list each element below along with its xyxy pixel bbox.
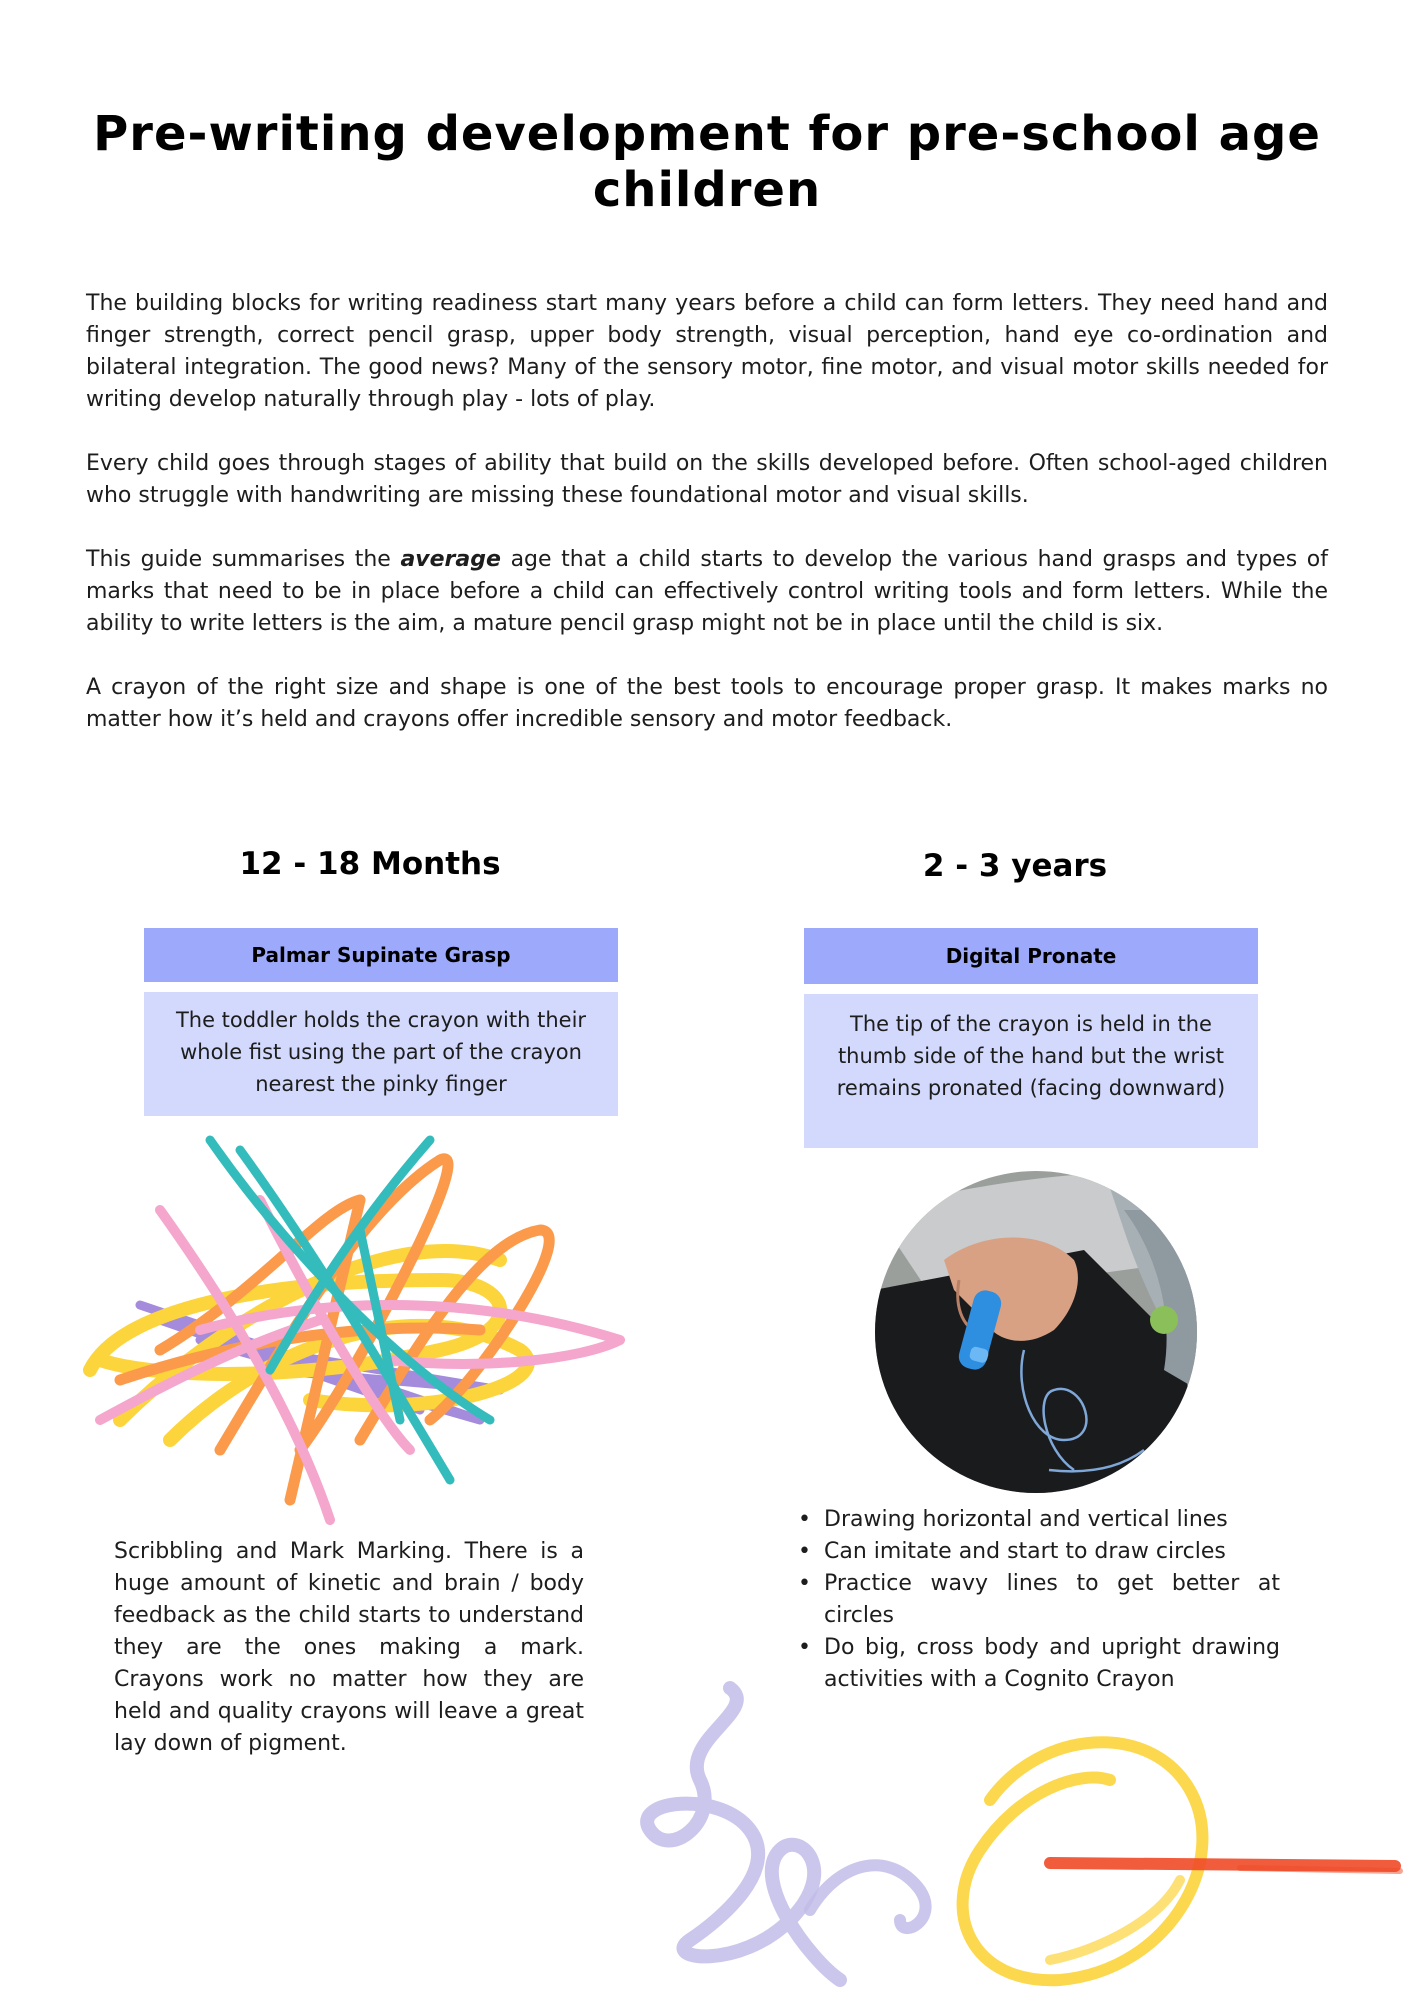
intro-text — [86, 288, 1328, 768]
age-heading-left: 12 - 18 Months — [239, 846, 501, 882]
intro-paragraph: A crayon of the right size and shape is one of the best tools to encourage proper grasp. It makes marks no matter how it’s held and crayons offer incredible sensory and motor feedback. — [86, 675, 1328, 732]
age-heading-right: 2 - 3 years — [922, 848, 1108, 884]
intro-paragraph: Every child goes through stages of ability that build on the skills developed before. Often school-aged children who struggle with handwriting are missing these foundational motor and visual skills. — [86, 451, 1328, 508]
intro-paragraph: The building blocks for writing readiness start many years before a child can form letters. They need hand and finger strength, correct pencil grasp, upper body strength, visual perception, hand eye co-ordination and bilateral integration. The good news? Many of the sensory motor, fine motor, and visual motor skills needed for writing develop naturally through play - lots of play. — [86, 291, 1328, 412]
crayon-scribble-illustration — [60, 1120, 660, 1540]
grasp-title-right: Digital Pronate — [804, 928, 1258, 984]
page-title: Pre-writing development for pre-school age children — [93, 106, 1321, 218]
list-item: • Drawing horizontal and vertical lines — [796, 1504, 1280, 1536]
list-item: • Practice wavy lines to get better at circles — [796, 1568, 1280, 1632]
emphasis-average: average — [400, 547, 501, 572]
list-item: • Can imitate and start to draw circles — [796, 1536, 1280, 1568]
list-item: • Do big, cross body and upright drawing activities with a Cognito Crayon — [796, 1632, 1280, 1696]
skills-list — [796, 1504, 1280, 1696]
intro-paragraph: This guide summarises the average age that a child starts to develop the various hand grasps and types of marks that need to be in place before a child can effectively control writing tools and form letters. While the ability to write letters is the aim, a mature pencil grasp might not be in place until the child is six. — [86, 547, 1328, 636]
grasp-title-left: Palmar Supinate Grasp — [144, 928, 618, 982]
decorative-crayon-marks — [640, 1680, 1414, 2000]
child-hand-holding-crayon-photo — [874, 1170, 1198, 1494]
grasp-description-right: The tip of the crayon is held in the thumb side of the hand but the wrist remains pronated (facing downward) — [804, 994, 1258, 1148]
grasp-description-left: The toddler holds the crayon with their whole fist using the part of the crayon nearest the pinky finger — [144, 992, 618, 1116]
scribble-description: Scribbling and Mark Marking. There is a huge amount of kinetic and brain / body feedback as the child starts to understand they are the ones making a mark. Crayons work no matter how they are held and quality crayons will leave a great lay down of pigment. — [114, 1539, 584, 1756]
